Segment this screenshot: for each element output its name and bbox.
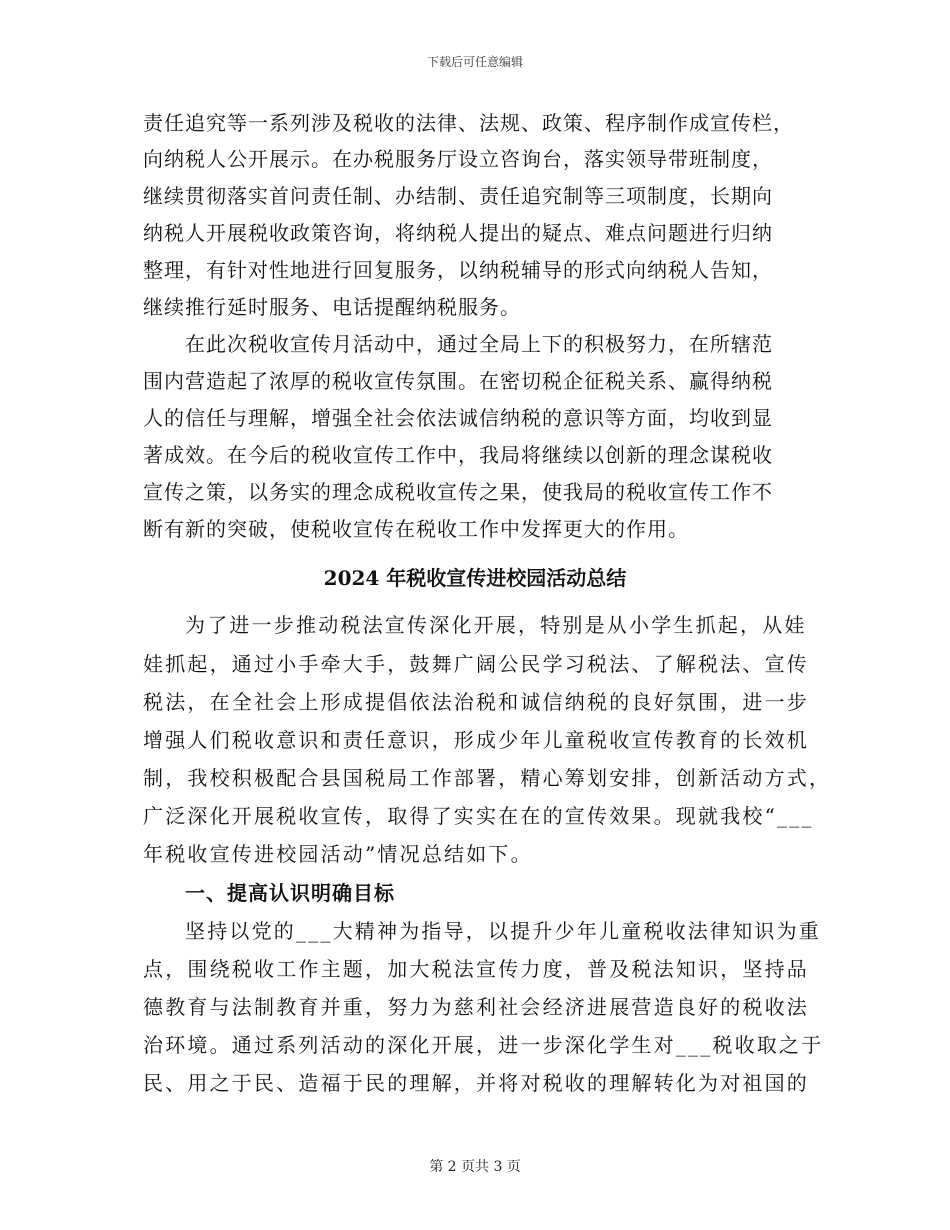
text-line: 断有新的突破，使税收宣传在税收工作中发挥更大的作用。 (143, 517, 689, 541)
text-line: 宣传之策，以务实的理念成税收宣传之果，使我局的税收宣传工作不 (143, 480, 773, 504)
text-line: 著成效。在今后的税收宣传工作中，我局将继续以创新的理念谋税收 (143, 443, 773, 467)
text-line: 娃抓起，通过小手牵大手，鼓舞广阔公民学习税法、了解税法、宣传 (143, 652, 809, 676)
document-title: 2024 年税收宣传进校园活动总结 (323, 566, 627, 590)
text-line: 增强人们税收意识和责任意识，形成少年儿童税收宣传教育的长效机 (143, 728, 809, 752)
text-line: 向纳税人公开展示。在办税服务厅设立咨询台，落实领导带班制度， (143, 147, 773, 171)
text-line: 纳税人开展税收政策咨询，将纳税人提出的疑点、难点问题进行归纳 (143, 221, 773, 245)
text-line: 人的信任与理解，增强全社会依法诚信纳税的意识等方面，均收到显 (143, 406, 773, 430)
text-line: 为了进一步推动税法宣传深化开展，特别是从小学生抓起，从娃 (185, 613, 807, 637)
text-line: 治环境。通过系列活动的深化开展，进一步深化学生对___税收取之于 (143, 1033, 824, 1057)
text-line: 广泛深化开展税收宣传，取得了实实在在的宣传效果。现就我校“___ (143, 804, 814, 828)
text-line: 整理，有针对性地进行回复服务，以纳税辅导的形式向纳税人告知， (143, 258, 773, 282)
text-line: 税法，在全社会上形成提倡依法治税和诚信纳税的良好氛围，进一步 (143, 690, 809, 714)
text-line: 围内营造起了浓厚的税收宣传氛围。在密切税企征税关系、赢得纳税 (143, 369, 773, 393)
text-line: 继续贯彻落实首问责任制、办结制、责任追究制等三项制度，长期向 (143, 184, 773, 208)
section-heading: 一、提高认识明确目标 (185, 881, 395, 905)
page-number: 第 2 页共 3 页 (429, 1159, 521, 1175)
text-line: 在此次税收宣传月活动中，通过全局上下的积极努力，在所辖范 (185, 332, 773, 356)
text-line: 年税收宣传进校园活动”情况总结如下。 (143, 842, 533, 866)
text-line: 继续推行延时服务、电话提醒纳税服务。 (143, 295, 521, 319)
text-line: 坚持以党的___大精神为指导，以提升少年儿童税收法律知识为重 (185, 919, 821, 943)
text-line: 民、用之于民、造福于民的理解，并将对税收的理解转化为对祖国的 (143, 1071, 809, 1095)
text-line: 制，我校积极配合县国税局工作部署，精心筹划安排，创新活动方式， (143, 766, 832, 790)
header-note: 下载后可任意编辑 (426, 55, 523, 69)
text-line: 德教育与法制教育并重，努力为慈利社会经济进展营造良好的税收法 (143, 995, 809, 1019)
text-line: 责任追究等一系列涉及税收的法律、法规、政策、程序制作成宣传栏， (143, 111, 794, 135)
text-line: 点，围绕税收工作主题，加大税法宣传力度，普及税法知识，坚持品 (143, 957, 809, 981)
